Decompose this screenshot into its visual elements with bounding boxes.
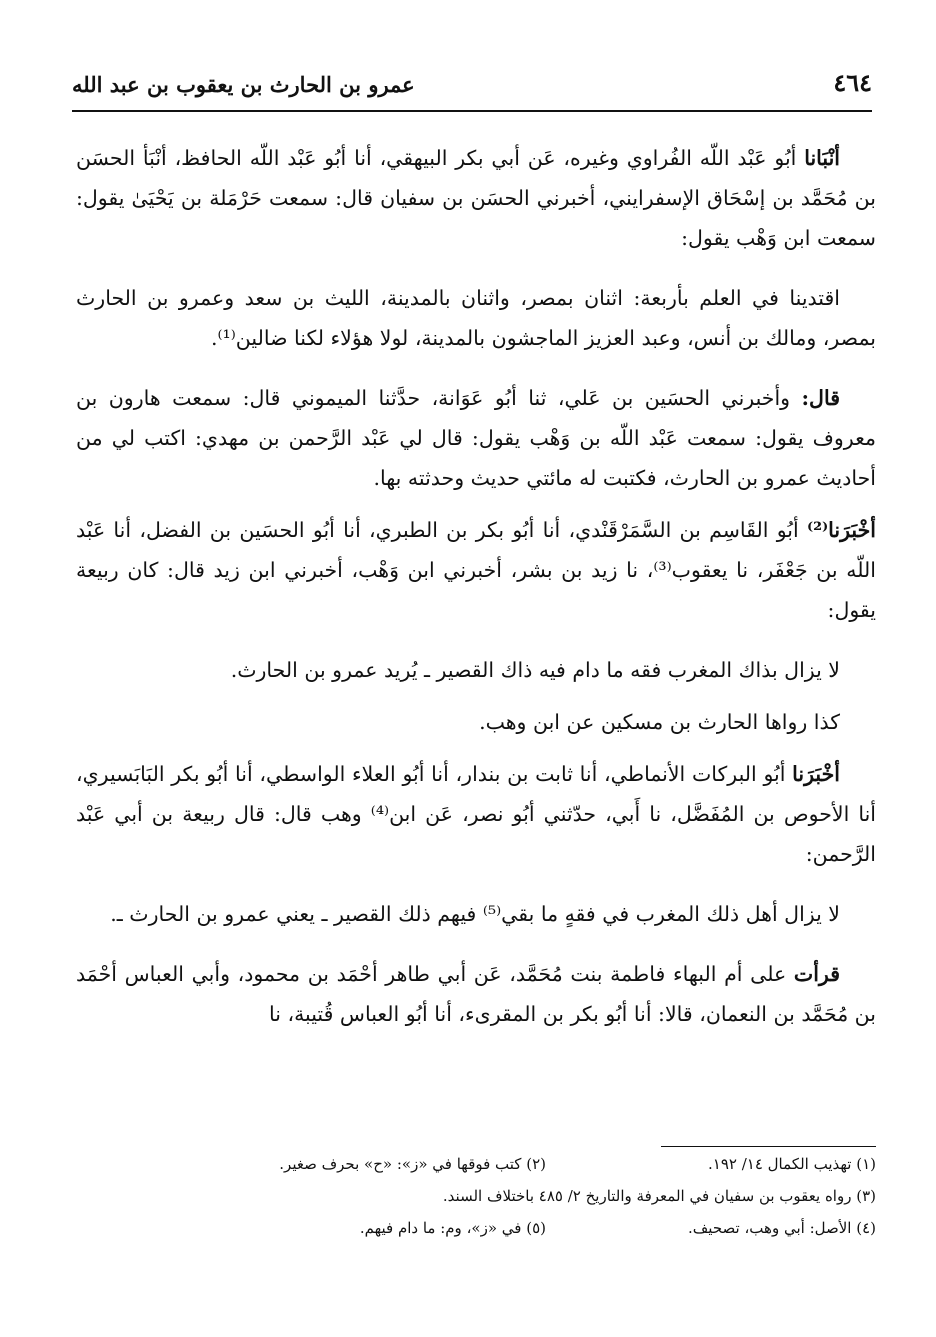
footnote-3: (٣) رواه يعقوب بن سفيان في المعرفة والتاريخ ٢/ ٤٨٥ باختلاف السند. xyxy=(442,1187,876,1205)
footnote-1: (١) تهذيب الكمال ١٤/ ١٩٢. xyxy=(707,1155,876,1173)
paragraph-lead-word: أخْبَرَنا xyxy=(792,762,840,786)
header-rule xyxy=(72,110,872,112)
paragraph-text: أبُو القَاسِم بن السَّمَرْقَنْدي، أنا أبُو بكر بن الطبري، أنا أبُو الحسَين بن الفضل، أنا عَبْد اللّه بن جَعْفَر، نا يعقوب⁽³⁾، نا زيد بن بشر، أخبرني ابن وَهْب، أخبرني ابن زيد قال: كان ربيعة يقول: xyxy=(76,518,876,622)
paragraph-quote-2 xyxy=(76,650,876,690)
paragraph-isnad-3 xyxy=(76,510,876,630)
running-title: عمرو بن الحارث بن يعقوب بن عبد الله xyxy=(72,72,415,97)
paragraph-note xyxy=(76,702,876,742)
paragraph-quote-3 xyxy=(76,894,876,934)
page-header xyxy=(72,68,872,112)
paragraph-isnad-5 xyxy=(76,954,876,1034)
paragraph-lead-word: أنْبَانا xyxy=(804,146,840,170)
paragraph-lead-word: قال: xyxy=(801,386,840,410)
page-number: ٤٦٤ xyxy=(833,68,872,97)
paragraph-text: لا يزال أهل ذلك المغرب في فقهٍ ما بقي⁽⁵⁾ فيهم ذلك القصير ـ يعني عمرو بن الحارث ـ. xyxy=(110,902,840,926)
paragraph-text: على أم البهاء فاطمة بنت مُحَمَّد، عَن أبي طاهر أحْمَد بن محمود، وأبي العباس أحْمَد بن مُحَمَّد بن النعمان، قالا: أنا أبُو بكر بن المقرىء، أنا أبُو العباس قُتيبة، نا xyxy=(76,962,876,1026)
paragraph-lead-word: أخْبَرَنا⁽²⁾ xyxy=(806,518,876,542)
footnote-row xyxy=(76,1148,876,1180)
main-text xyxy=(76,138,876,1034)
footnote-2: (٢) كتب فوقها في «ز»: «ح» بحرف صغير. xyxy=(279,1155,546,1173)
paragraph-isnad-4 xyxy=(76,754,876,874)
paragraph-text: اقتدينا في العلم بأربعة: اثنان بمصر، واثنان بالمدينة، الليث بن سعد وعمرو بن الحارث بمصر، ومالك بن أنس، وعبد العزيز الماجشون بالمدينة، لولا هؤلاء لكنا ضالين⁽¹⁾. xyxy=(76,286,876,350)
paragraph-text: وأخبرني الحسَين بن عَلي، ثنا أبُو عَوَانة، حدَّثنا الميموني قال: سمعت هارون بن معروف يقول: سمعت عَبْد اللّه بن وَهْب يقول: قال لي عَبْد الرَّحمن بن مهدي: اكتب لي من أحاديث عمرو بن الحارث، فكتبت له مائتي حديث وحدثته بها. xyxy=(76,386,876,490)
footnotes xyxy=(76,1148,876,1244)
paragraph-text: كذا رواها الحارث بن مسكين عن ابن وهب. xyxy=(479,710,840,734)
paragraph-text: أبُو عَبْد اللّه الفُراوي وغيره، عَن أبي بكر البيهقي، أنا أبُو عَبْد اللّه الحافظ، أنْبَأ الحسَن بن مُحَمَّد بن إسْحَاق الإسفرايني، أخبرني الحسَن بن سفيان قال: سمعت حَرْمَلة بن يَحْيَىٰ يقول: سمعت ابن وَهْب يقول: xyxy=(76,146,876,250)
paragraph-isnad-1 xyxy=(76,138,876,258)
footnote-4: (٤) الأصل: أبي وهب، تصحيف. xyxy=(688,1219,876,1237)
footnote-row xyxy=(76,1212,876,1244)
footnote-rule xyxy=(661,1146,876,1147)
paragraph-lead-word: قرأت xyxy=(793,962,840,986)
paragraph-text: أبُو البركات الأنماطي، أنا ثابت بن بندار، أنا أبُو العلاء الواسطي، أنا أبُو بكر البَابَسيري، أنا الأحوص بن المُفَضَّل، نا أَبي، حدّثني أبُو نصر، عَن ابن⁽⁴⁾ وهب قال: قال ربيعة بن أبي عَبْد الرَّحمن: xyxy=(76,762,876,866)
paragraph-text: لا يزال بذاك المغرب فقه ما دام فيه ذاك القصير ـ يُريد عمرو بن الحارث. xyxy=(230,658,840,682)
paragraph-isnad-2 xyxy=(76,378,876,498)
footnote-5: (٥) في «ز»، وم: ما دام فيهم. xyxy=(359,1219,546,1237)
paragraph-quote-1 xyxy=(76,278,876,358)
